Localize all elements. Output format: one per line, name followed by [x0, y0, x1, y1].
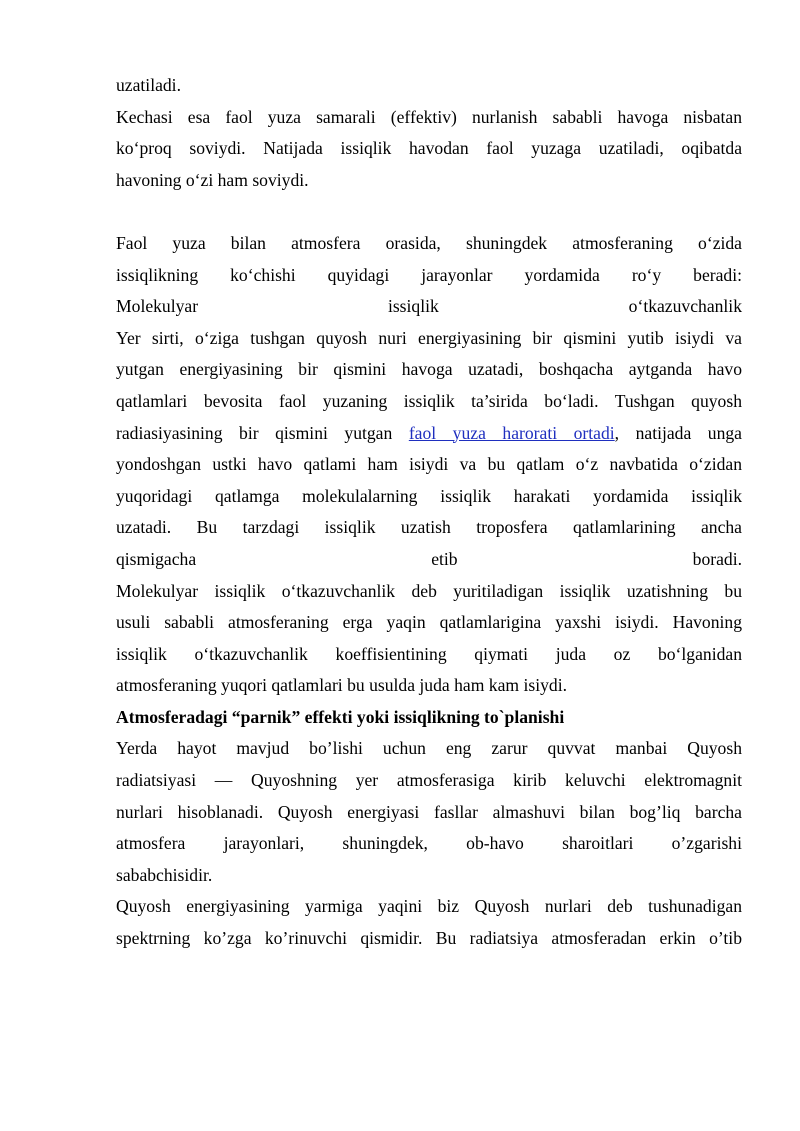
text-line: sababchisidir.	[116, 864, 213, 885]
text-line: havoning o‘zi ham soviydi.	[116, 169, 309, 190]
text-line: Molekulyar issiqlik o‘tkazuvchanlik	[116, 296, 742, 317]
paragraph-6	[116, 733, 742, 891]
text-line: Yerda hayot mavjud bo’lishi uchun eng zarur quvvat manbai Quyosh	[116, 738, 742, 759]
text-line: issiqlikning ko‘chishi quyidagi jarayonlar yordamida ro‘y beradi:	[116, 264, 742, 285]
link-line-after: , natijada unga	[614, 422, 742, 443]
text-line: usuli sababli atmosferaning erga yaqin qatlamlarigina yaxshi isiydi. Havoning	[116, 612, 742, 633]
text-line: spektrning ko’zga ko’rinuvchi qismidir. Bu radiatsiya atmosferadan erkin o’tib	[116, 928, 742, 949]
paragraph-4	[116, 323, 742, 418]
paragraph-5	[116, 576, 742, 702]
paragraph-4-link-line	[116, 418, 742, 450]
text-line: radiatsiyasi — Quyoshning yer atmosferasiga kirib keluvchi elektromagnit	[116, 770, 742, 791]
text-line: issiqlik o‘tkazuvchanlik koeffisientining qiymati juda oz bo‘lganidan	[116, 643, 742, 664]
paragraph-7	[116, 891, 742, 954]
faol-yuza-link[interactable]: faol yuza harorati ortadi	[408, 422, 615, 443]
link-line-before: radiasiyasining bir qismini yutgan	[116, 422, 409, 443]
paragraph-2	[116, 102, 742, 197]
paragraph-3	[116, 228, 742, 323]
paragraph-4-continued	[116, 449, 742, 575]
text-line: uzatadi. Bu tarzdagi issiqlik uzatish troposfera qatlamlarining ancha	[116, 517, 742, 538]
text-line: yuqoridagi qatlamga molekulalarning issiqlik harakati yordamida issiqlik	[116, 485, 742, 506]
text-line: qatlamlari bevosita faol yuzaning issiqlik ta’sirida bo‘ladi. Tushgan quyosh	[116, 390, 742, 411]
document-page	[116, 70, 742, 955]
text-line: Yer sirti, o‘ziga tushgan quyosh nuri energiyasining bir qismini yutib isiydi va	[116, 327, 742, 348]
text-line: ko‘proq soviydi. Natijada issiqlik havodan faol yuzaga uzatiladi, oqibatda	[116, 138, 742, 159]
text-line: yondoshgan ustki havo qatlami ham isiydi va bu qatlam o‘z navbatida o‘zidan	[116, 454, 742, 475]
text-line: Faol yuza bilan atmosfera orasida, shuningdek atmosferaning o‘zida	[116, 232, 742, 253]
text-line: Molekulyar issiqlik o‘tkazuvchanlik deb yuritiladigan issiqlik uzatishning bu	[116, 580, 742, 601]
text-line: Kechasi esa faol yuza samarali (effektiv) nurlanish sababli havoga nisbatan	[116, 106, 742, 127]
text-line: Quyosh energiyasining yarmiga yaqini biz Quyosh nurlari deb tushunadigan	[116, 896, 742, 917]
blank-line	[116, 196, 742, 228]
section-heading: Atmosferadagi “parnik” effekti yoki issiqlikning to`planishi	[116, 706, 565, 727]
text-line: yutgan energiyasining bir qismini havoga uzatadi, boshqacha aytganda havo	[116, 359, 742, 380]
text-line: atmosferaning yuqori qatlamlari bu usulda juda ham kam isiydi.	[116, 675, 567, 696]
text-line: qismigacha etib boradi.	[116, 548, 742, 569]
paragraph-1	[116, 70, 742, 102]
text-line: nurlari hisoblanadi. Quyosh energiyasi fasllar almashuvi bilan bog’liq barcha	[116, 801, 742, 822]
text-line: uzatiladi.	[116, 75, 181, 95]
text-line: atmosfera jarayonlari, shuningdek, ob-havo sharoitlari o’zgarishi	[116, 833, 742, 854]
